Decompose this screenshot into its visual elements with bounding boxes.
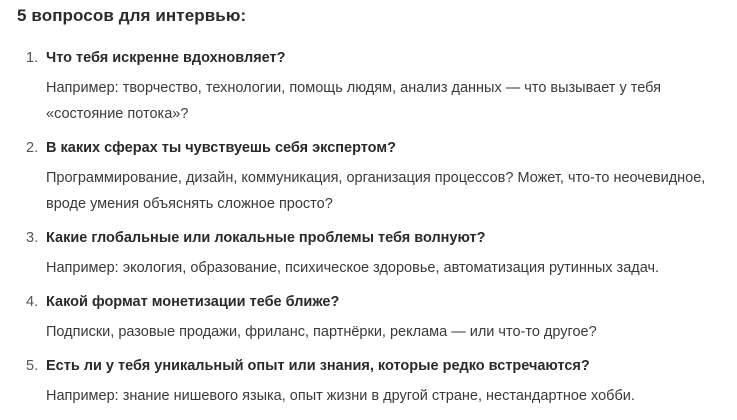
list-item <box>0 292 737 345</box>
item-number: 4. <box>26 294 39 310</box>
item-question: Есть ли у тебя уникальный опыт или знания, которые редко встречаются? <box>46 358 590 374</box>
list-item <box>0 356 737 409</box>
page-heading: 5 вопросов для интервью: <box>17 6 247 25</box>
item-question: В каких сферах ты чувствуешь себя экспертом? <box>46 140 396 156</box>
item-answer: Программирование, дизайн, коммуникация, организация процессов? Может, что-то неочевидное, вроде умения объяснять сложное просто? <box>46 170 706 212</box>
item-number: 1. <box>26 50 39 66</box>
item-number: 2. <box>26 140 39 156</box>
item-number: 5. <box>26 358 39 374</box>
item-question: Какой формат монетизации тебе ближе? <box>46 294 340 310</box>
list-item <box>0 138 737 217</box>
item-answer: Например: экология, образование, психическое здоровье, автоматизация рутинных задач. <box>46 260 660 276</box>
question-list <box>0 48 737 420</box>
item-question: Какие глобальные или локальные проблемы тебя волнуют? <box>46 230 486 246</box>
item-answer: Подписки, разовые продажи, фриланс, партнёрки, реклама — или что-то другое? <box>46 324 597 340</box>
list-item <box>0 228 737 281</box>
item-question: Что тебя искренне вдохновляет? <box>46 50 286 66</box>
item-number: 3. <box>26 230 39 246</box>
item-answer: Например: знание нишевого языка, опыт жизни в другой стране, нестандартное хобби. <box>46 388 635 404</box>
item-answer: Например: творчество, технологии, помощь людям, анализ данных — что вызывает у тебя «состояние потока»? <box>46 80 661 122</box>
list-item <box>0 48 737 127</box>
